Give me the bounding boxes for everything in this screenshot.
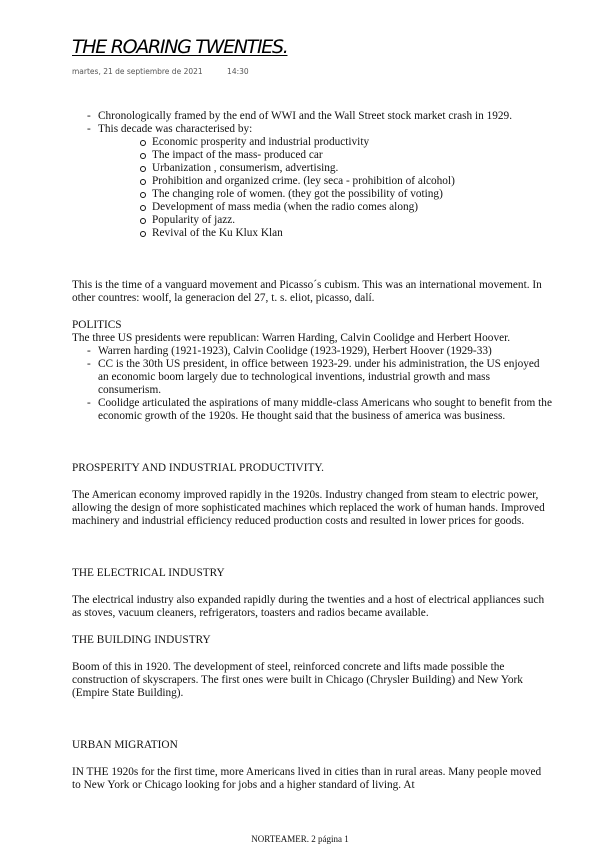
- note-body: [72, 110, 552, 792]
- list-item: - CC is the 30th US president, in office between 1923-29. under his administration, the US enjoyed an economic boom largely due to technological inventions, industrial growth and mass consumerism.: [72, 358, 552, 397]
- characteristics-list: [98, 136, 552, 240]
- list-item: Prohibition and organized crime. (ley seca - prohibition of alcohol): [98, 175, 552, 188]
- list-item: Development of mass media (when the radio comes along): [98, 201, 552, 214]
- list-item: - Warren harding (1921-1923), Calvin Coolidge (1923-1929), Herbert Hoover (1929-33): [72, 345, 552, 358]
- list-item-text: This decade was characterised by:: [98, 123, 253, 135]
- page-footer: NORTEAMER. 2 página 1: [251, 834, 349, 844]
- list-item: The impact of the mass- produced car: [98, 149, 552, 162]
- list-item: Urbanization , consumerism, advertising.: [98, 162, 552, 175]
- urban-paragraph: IN THE 1920s for the first time, more Americans lived in cities than in rural areas. Many people moved to New York or Chicago looking for jobs and a higher standard of living. At: [72, 766, 542, 791]
- note-date: martes, 21 de septiembre de 2021: [72, 67, 203, 76]
- list-item: Popularity of jazz.: [98, 214, 552, 227]
- list-item: - Coolidge articulated the aspirations of many middle-class Americans who sought to benefit from the economic growth of the 1920s. He thought said that the business of america was business.: [72, 397, 552, 423]
- politics-heading: POLITICS: [72, 319, 122, 331]
- politics-list: [72, 345, 552, 423]
- building-paragraph: Boom of this in 1920. The development of steel, reinforced concrete and lifts made possible the construction of skyscrapers. The first ones were built in Chicago (Chrysler Building) and New York (Empire State Building).: [72, 661, 523, 699]
- building-heading: THE BUILDING INDUSTRY: [72, 634, 211, 646]
- list-item: Revival of the Ku Klux Klan: [98, 227, 552, 240]
- note-timestamp: [72, 67, 249, 76]
- page-title: THE ROARING TWENTIES.: [72, 36, 288, 58]
- prosperity-heading: PROSPERITY AND INDUSTRIAL PRODUCTIVITY.: [72, 462, 324, 474]
- prosperity-paragraph: The American economy improved rapidly in the 1920s. Industry changed from steam to electric power, allowing the design of more sophisticated machines which replaced the work of human hands. Improved machinery and industrial efficiency reduced production costs and resulted in lower prices for goods.: [72, 489, 545, 527]
- list-item-text: Chronologically framed by the end of WWI and the Wall Street stock market crash in 1929.: [98, 110, 513, 122]
- list-item: [72, 110, 552, 123]
- note-time: 14:30: [227, 67, 249, 76]
- electrical-paragraph: The electrical industry also expanded rapidly during the twenties and a host of electrical appliances such as stoves, vacuum cleaners, refrigerators, toasters and radios became available.: [72, 594, 545, 619]
- list-item: The changing role of women. (they got the possibility of voting): [98, 188, 552, 201]
- urban-heading: URBAN MIGRATION: [72, 739, 178, 751]
- intro-list: [72, 110, 552, 240]
- politics-intro: The three US presidents were republican: Warren Harding, Calvin Coolidge and Herbert Hoover.: [72, 332, 511, 344]
- list-item: Economic prosperity and industrial productivity: [98, 136, 552, 149]
- vanguard-paragraph: This is the time of a vanguard movement and Picasso´s cubism. This was an international movement. In other countres: woolf, la generacion del 27, t. s. eliot, picasso, dalí.: [72, 279, 542, 304]
- electrical-heading: THE ELECTRICAL INDUSTRY: [72, 567, 225, 579]
- list-item: [72, 123, 552, 240]
